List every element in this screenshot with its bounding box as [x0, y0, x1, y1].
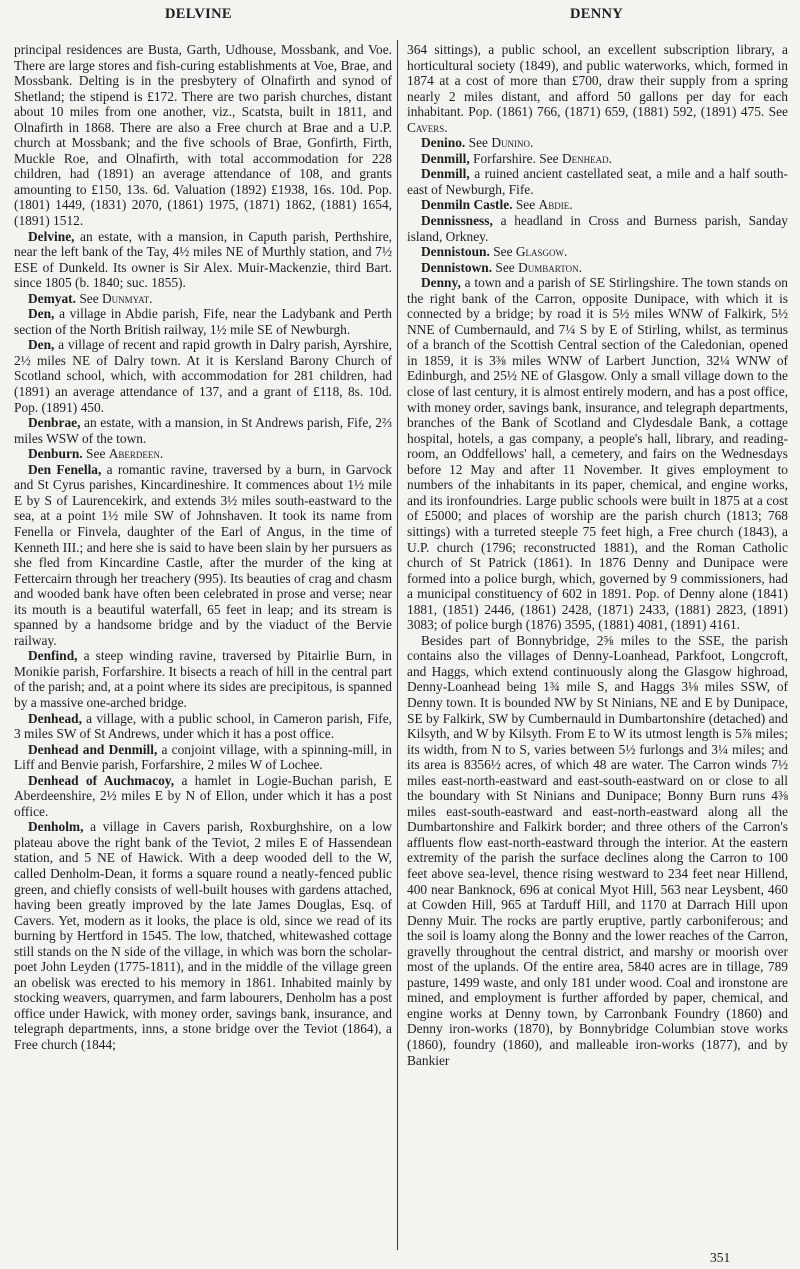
- entry-text: a headland in Cross and Burness parish, Sanday island, Orkney.: [407, 213, 788, 244]
- gazetteer-entry: [407, 197, 788, 213]
- gazetteer-entry: [407, 166, 788, 197]
- entry-text: See: [492, 259, 519, 275]
- entry-text: a village, with a public school, in Cameron parish, Fife, 3 miles SW of St Andrews, under which it has a post office.: [14, 710, 392, 742]
- entry-headword: Delvine,: [28, 228, 75, 244]
- entry-headword: Denbrae,: [28, 415, 81, 431]
- entry-headword: Demyat.: [28, 290, 76, 306]
- entry-text: Forfarshire. See: [469, 150, 562, 166]
- gazetteer-entry: [14, 742, 392, 773]
- entry-text: See: [489, 244, 516, 260]
- running-header: [0, 6, 800, 26]
- entry-text: See: [465, 135, 492, 151]
- entry-text: 364 sittings), a public school, an excellent subscription library, a horticultural society (1849), and public waterworks, which, formed in 1874 at a cost of more than £700, draw their supply from a spring nearly 2 miles distant, and afford 50 gallons per day for each inhabitant. Pop. (1861) 766, (1871) 659, (1881) 592, (1891) 475. See: [407, 42, 788, 120]
- header-right: DENNY: [570, 6, 624, 22]
- entry-headword: Den Fenella,: [28, 461, 102, 477]
- gazetteer-entry: [407, 213, 788, 244]
- cross-reference: Dumbarton.: [518, 259, 582, 275]
- gazetteer-entry: [14, 648, 392, 710]
- gazetteer-entry: [407, 42, 788, 135]
- cross-reference: Abdie.: [538, 197, 573, 213]
- entry-text: a village of recent and rapid growth in Dalry parish, Ayrshire, 2½ miles NE of Dalry town. At it is Kersland Barony Church of Scotland school, which, with accommodation for 281 children, had (1891) an average attendance of 137, and a grant of £118, 8s. 10d. Pop. (1891) 450.: [14, 337, 392, 415]
- cross-reference: Glasgow.: [515, 244, 568, 260]
- gazetteer-entry: [14, 291, 392, 307]
- entry-text: See: [82, 446, 109, 462]
- entry-text: a town and a parish of SE Stirlingshire. The town stands on the right bank of the Carron, opposite Dunipace, with which it is connected by a bridge; by road it is 5½ miles WNW of Falkirk, 5½ NNE of Cumbernauld, and 7¼ S by E of Stirling, whilst, as terminus of a branch of the Scottish Central section of the Caledonian, opened in 1859, it is 3⅜ miles WNW of Larbert Junction, 32¼ WNW of Edinburgh, and 25½ NE of Glasgow. Only a small village down to the close of last century, it is almost entirely modern, and has a post office, with money order, savings bank, insurance, and telegraph departments, branches of the Bank of Scotland and Clydesdale Bank, a cottage hospital, hotels, a gas company, a people's hall, library, and reading-room, an Oddfellows' hall, a cemetery, and fairs on the Wednesdays before 12 May and after 11 November. It gives employment to numbers of the inhabitants in its paper, chemical, and engine works, and its ironfoundries. Large public schools were built in 1875 at a cost of £5000; and places of worship are the parish church (1813; 768 sittings) with a turreted steeple 75 feet high, a Free church (1843), a U.P. church (1796; reconstructed 1881), and the Roman Catholic church of St Patrick (1861). In 1876 Denny and Dunipace were formed into a police burgh, which, governed by 9 commissioners, had a municipal constituency of 602 in 1891. Pop. of Denny alone (1841) 1881, (1851) 2446, (1861) 2428, (1871) 2433, (1881) 2823, (1891) 3083; of police burgh (1876) 3595, (1881) 4081, (1891) 4161.: [407, 275, 788, 633]
- entry-headword: Denino.: [421, 135, 466, 151]
- cross-reference: Aberdeen.: [108, 446, 164, 462]
- entry-text: See: [75, 290, 102, 306]
- gazetteer-entry: [14, 337, 392, 415]
- entry-headword: Denhead of Auchmacoy,: [28, 772, 175, 788]
- gazetteer-entry: [14, 446, 392, 462]
- entry-headword: Dennistoun.: [421, 244, 490, 260]
- gazetteer-entry: [407, 135, 788, 151]
- entry-headword: Den,: [28, 337, 55, 353]
- column-divider: [397, 40, 398, 1250]
- entry-text: a village in Abdie parish, Fife, near the Ladybank and Perth section of the North British railway, 1½ mile SE of Newburgh.: [14, 306, 392, 337]
- entry-headword: Den,: [28, 306, 55, 322]
- entry-headword: Denmiln Castle.: [421, 197, 513, 213]
- gazetteer-entry: [407, 151, 788, 167]
- entry-headword: Denhead,: [28, 710, 82, 726]
- cross-reference: Dunmyat.: [102, 290, 153, 306]
- entry-text: a ruined ancient castellated seat, a mile and a half south-east of Newburgh, Fife.: [407, 166, 788, 197]
- gazetteer-entry: [407, 260, 788, 276]
- entry-headword: Denhead and Denmill,: [28, 741, 158, 757]
- entry-text: an estate, with a mansion, in Caputh parish, Perthshire, near the left bank of the Tay, 4½ miles NE of Murthly station, and 7½ ESE of Dunkeld. Its owner is Sir Alex. Muir-Mackenzie, third Bart. since 1805 (b. 1840; suc. 1855).: [14, 228, 392, 291]
- entry-text: a village in Cavers parish, Roxburghshire, on a low plateau above the right bank of the Teviot, 2 miles E of Hassendean station, and 5 NE of Hawick. With a deep wooded dell to the W, called Denholm-Dean, it forms a square round a neatly-fenced public green, and chiefly consists of well-built houses with gardens attached, having been greatly improved by the late James Douglas, Esq. of Cavers. Yet, modern as it looks, the place is old, since we read of its burning by Hertford in 1545. The low, thatched, whitewashed cottage still stands on the N side of the village, in which was born the scholar-poet John Leyden (1775-1811), and in the middle of the village green an obelisk was erected to his memory in 1861. Inhabited mainly by stocking weavers, quarrymen, and farm labourers, Denholm has a post office under Hawick, with money order, savings bank, insurance, and telegraph departments, inns, a stone bridge over the Teviot (1864), a Free church (1844;: [14, 819, 392, 1052]
- entry-text: a conjoint village, with a spinning-mill, in Liff and Benvie parish, Forfarshire, 2 miles W of Lochee.: [14, 741, 392, 773]
- cross-reference: Cavers.: [407, 119, 448, 135]
- right-column: [407, 42, 788, 1068]
- entry-text: a romantic ravine, traversed by a burn, in Garvock and St Cyrus parishes, Kincardineshire. It commences about 1½ mile E by S of Laurencekirk, and extends 3½ miles south-eastward to the sea, at a point 1½ mile SW of Johnshaven. It took its name from Fenella or Finvela, daughter of the Earl of Angus, in the time of Kenneth III.; and here she is said to have been slain by her pursuers as she fled from Kincardine Castle, after the murder of the king at Fettercairn through her treachery (995). Its beauties of crag and chasm and wooded bank have often been celebrated in prose and verse; near its mouth is a beautiful waterfall, 65 feet in leap; and its stream is spanned by a handsome bridge and by the viaduct of the Bervie railway.: [14, 461, 392, 648]
- gazetteer-entry: [14, 229, 392, 291]
- entry-text: an estate, with a mansion, in St Andrews parish, Fife, 2⅔ miles WSW of the town.: [14, 415, 392, 446]
- page-number: 351: [710, 1250, 731, 1265]
- entry-text: See: [512, 197, 539, 213]
- entry-text: a hamlet in Logie-Buchan parish, E Aberdeenshire, 2½ miles E by N of Ellon, under which it has a post office.: [14, 772, 392, 819]
- entry-text: principal residences are Busta, Garth, Udhouse, Mossbank, and Voe. There are large stores and fish-curing establishments at Voe, Brae, and Mossbank. Delting is in the presbytery of Olnafirth and synod of Shetland; the stipend is £172. There are two parish churches, distant about 10 miles from one another, viz., Scatsta, built in 1811, and Olnafirth in 1868. There are also a Free church at Brae and a U.P. church at Mossbank; and the five schools of Brae, Gonfirth, Firth, Muckle Roe, and Olnafirth, with total accommodation for 228 children, had (1891) an average attendance of 108, and grants amounting to £150, 13s. 6d. Valuation (1892) £1938, 16s. 10d. Pop. (1801) 1449, (1831) 2070, (1861) 1975, (1871) 1862, (1881) 1654, (1891) 1512.: [14, 42, 392, 229]
- gazetteer-entry: [407, 633, 788, 1068]
- header-left: DELVINE: [165, 6, 232, 22]
- entry-text: a steep winding ravine, traversed by Pitairlie Burn, in Monikie parish, Forfarshire. It bisects a reach of hill in the central part of the parish; and, at a point where its sides are precipitous, is spanned by a massive one-arched bridge.: [14, 648, 392, 710]
- entry-text: Besides part of Bonnybridge, 2⅝ miles to the SSE, the parish contains also the villages of Denny-Loanhead, Parkfoot, Longcroft, and Haggs, which extend continuously along the Glasgow highroad, Denny-Loanhead being 1¾ mile S, and Haggs 3⅛ miles SSW, of Denny town. It is bounded NW by St Ninians, NE and E by Dunipace, SE by Falkirk, SW by Cumbernauld in Dumbartonshire (detached) and Kilsyth, and W by Kilsyth. From E to W its utmost length is 5⅞ miles; its width, from N to S, varies between 5½ furlongs and 3¼ miles; and its area is 8356½ acres, of which 48 are water. The Carron winds 7½ miles east-north-eastward and east-south-eastward on or close to all the boundary with St Ninians and Dunipace; Bonny Burn runs 4⅜ miles east-south-eastward and east-north-eastward along all the Dumbartonshire and Falkirk border; and three others of the Carron's affluents flow east-north-eastward through the interior. At the eastern extremity of the parish the surface declines along the Carron to 100 feet above sea-level, thence rising westward to 234 feet near Hillend, 400 near Banknock, 696 at conical Myot Hill, 563 near Leysbent, 460 at Cowden Hill, 965 at Tarduff Hill, and 1170 at Darrach Hill upon Denny Muir. The rocks are partly eruptive, partly carboniferous; and the soil is loamy along the Bonny and the lower reaches of the Carron, gravelly throughout the central district, and marshy or moorish over most of the uplands. Of the entire area, 5840 acres are in tillage, 789 pasture, 1499 waste, and only 181 under wood. Coal and ironstone are mined, and employment is further afforded by paper, chemical, and engine works at Denny town, by Carronbank Foundry (1860) and Denny iron-works (1870), by Bonnybridge Columbian stove works (1860), foundry (1860), and malleable iron-works (1877), and by Bankier: [407, 632, 788, 1068]
- entry-headword: Denburn.: [28, 446, 83, 462]
- gazetteer-entry: [14, 819, 392, 1052]
- entry-headword: Dennissness,: [421, 213, 493, 229]
- gazetteer-entry: [14, 711, 392, 742]
- gazetteer-entry: [14, 42, 392, 229]
- left-column: [14, 42, 392, 1053]
- entry-headword: Denny,: [421, 275, 461, 291]
- gazetteer-entry: [14, 306, 392, 337]
- gazetteer-entry: [14, 773, 392, 820]
- gazetteer-entry: [14, 462, 392, 649]
- cross-reference: Dunino.: [491, 135, 534, 151]
- entry-headword: Denmill,: [421, 166, 470, 182]
- gazetteer-entry: [407, 244, 788, 260]
- gazetteer-entry: [407, 275, 788, 633]
- entry-headword: Denmill,: [421, 150, 470, 166]
- entry-headword: Denholm,: [28, 819, 84, 835]
- cross-reference: Denhead.: [561, 150, 612, 166]
- gazetteer-entry: [14, 415, 392, 446]
- entry-headword: Dennistown.: [421, 259, 493, 275]
- entry-headword: Denfind,: [28, 648, 78, 664]
